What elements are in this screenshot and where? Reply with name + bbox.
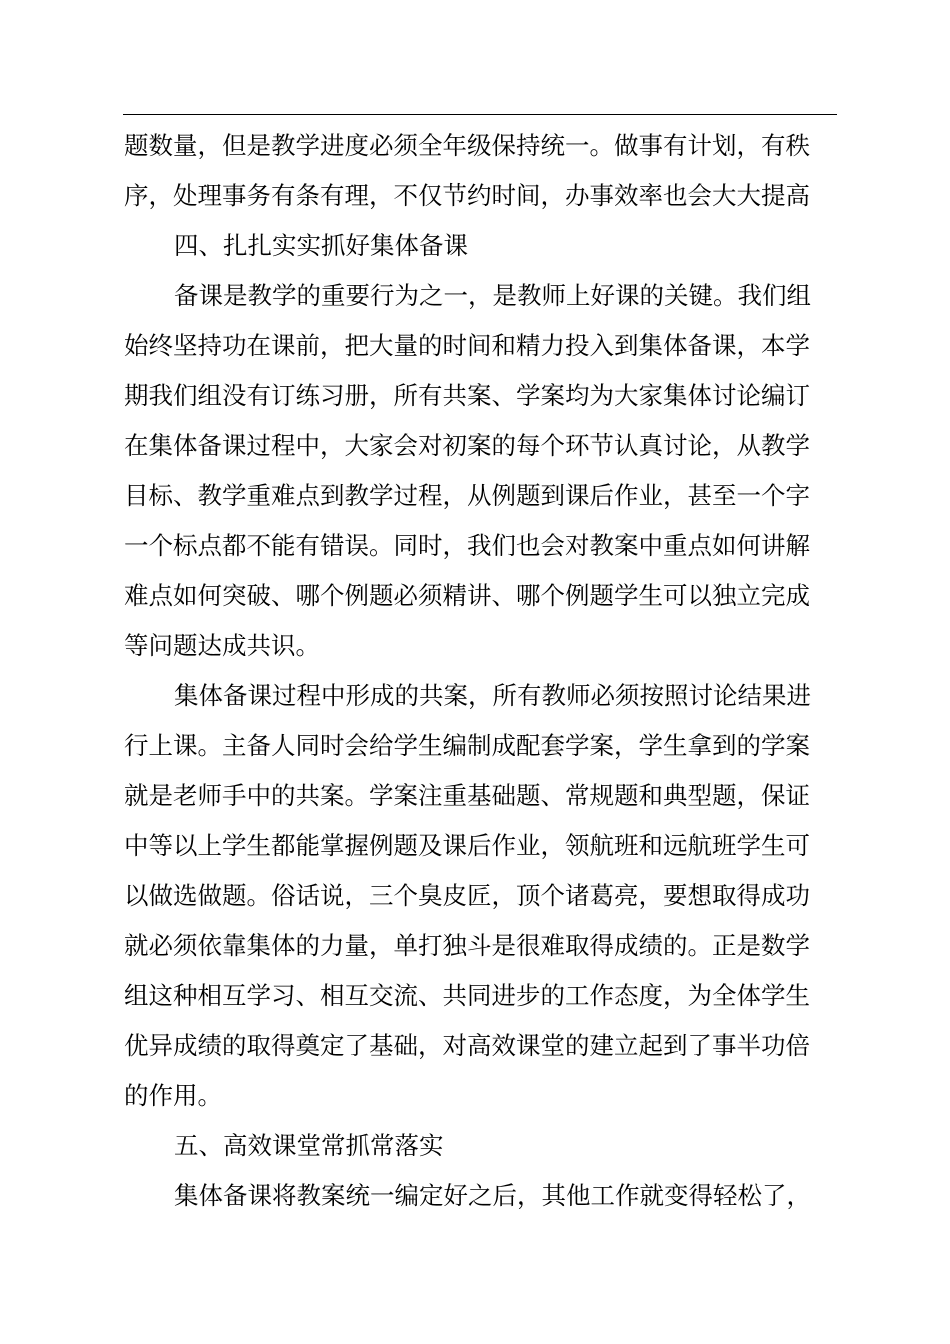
section-heading: 五、高效课堂常抓常落实 [174, 1131, 444, 1160]
body-line: 难点如何突破、哪个例题必须精讲、哪个例题学生可以独立完成 [124, 581, 810, 610]
body-line: 题数量，但是教学进度必须全年级保持统一。做事有计划，有秩 [124, 131, 810, 160]
body-line: 集体备课过程中形成的共案，所有教师必须按照讨论结果进 [174, 681, 811, 710]
body-line: 就必须依靠集体的力量，单打独斗是很难取得成绩的。正是数学 [124, 931, 810, 960]
body-line: 备课是教学的重要行为之一，是教师上好课的关键。我们组 [174, 281, 811, 310]
body-line: 就是老师手中的共案。学案注重基础题、常规题和典型题，保证 [124, 781, 810, 810]
body-line: 目标、教学重难点到教学过程，从例题到课后作业，甚至一个字 [124, 481, 810, 510]
body-line: 中等以上学生都能掌握例题及课后作业，领航班和远航班学生可 [124, 831, 810, 860]
header-rule [123, 114, 837, 115]
section-heading: 四、扎扎实实抓好集体备课 [174, 231, 468, 260]
body-line: 等问题达成共识。 [124, 631, 320, 660]
body-line: 期我们组没有订练习册，所有共案、学案均为大家集体讨论编订 [124, 381, 810, 410]
body-line: 序，处理事务有条有理，不仅节约时间，办事效率也会大大提高 [124, 181, 810, 210]
body-line: 组这种相互学习、相互交流、共同进步的工作态度，为全体学生 [124, 981, 810, 1010]
body-line: 始终坚持功在课前，把大量的时间和精力投入到集体备课，本学 [124, 331, 810, 360]
body-line: 的作用。 [124, 1081, 222, 1110]
body-line: 行上课。主备人同时会给学生编制成配套学案，学生拿到的学案 [124, 731, 810, 760]
body-line: 以做选做题。俗话说，三个臭皮匠，顶个诸葛亮，要想取得成功 [124, 881, 810, 910]
body-line: 优异成绩的取得奠定了基础，对高效课堂的建立起到了事半功倍 [124, 1031, 810, 1060]
body-line: 集体备课将教案统一编定好之后，其他工作就变得轻松了， [174, 1181, 811, 1210]
body-line: 一个标点都不能有错误。同时，我们也会对教案中重点如何讲解 [124, 531, 810, 560]
body-line: 在集体备课过程中，大家会对初案的每个环节认真讨论，从教学 [124, 431, 810, 460]
